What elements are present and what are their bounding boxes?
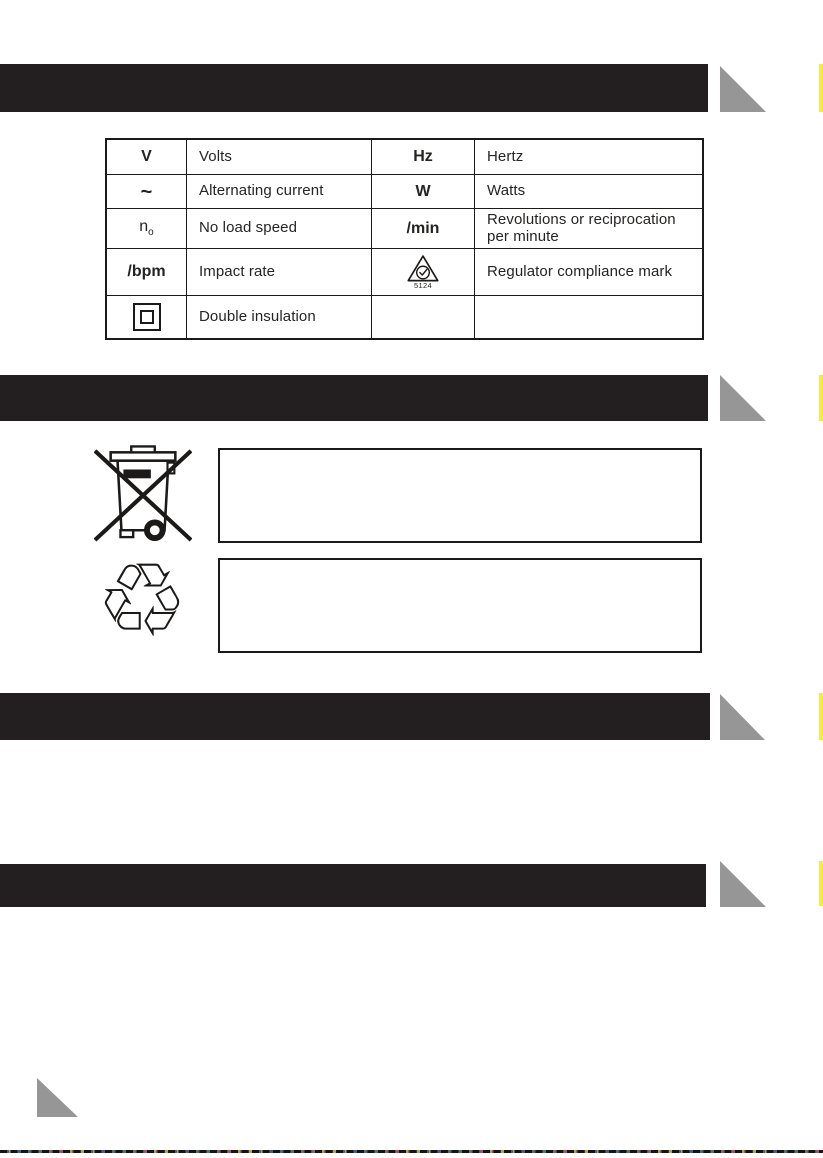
crossed-out-wheeled-bin-icon [94, 444, 192, 542]
rcm-approval-number: 5124 [414, 281, 432, 290]
symbol-no-load-speed: $n_o$ [139, 218, 154, 239]
disposal-notice-box [218, 448, 702, 543]
table-cell-desc: Alternating current [187, 175, 372, 209]
table-cell-symbol [372, 209, 475, 249]
table-cell-desc: Double insulation [187, 296, 372, 338]
table-cell-symbol-empty [372, 296, 475, 338]
page-edge-mark [819, 861, 823, 906]
recycling-notice-box [218, 558, 702, 653]
section-bar-4 [0, 864, 706, 907]
table-cell-desc: Revolutions or reciprocation per minute [475, 209, 702, 249]
table-cell-symbol [107, 209, 187, 249]
table-cell-symbol [372, 175, 475, 209]
table-cell-desc: Watts [475, 175, 702, 209]
table-cell-desc: Hertz [475, 140, 702, 175]
double-insulation-icon [133, 303, 161, 331]
bottom-crop-line [0, 1150, 823, 1153]
section-bar-3 [0, 693, 710, 740]
page-edge-mark [819, 693, 823, 740]
regulatory-compliance-mark-icon [405, 254, 441, 282]
symbol-hertz: Hz [413, 148, 433, 165]
table-cell-symbol: ~ [107, 175, 187, 209]
page-edge-mark [819, 375, 823, 421]
symbols-table [105, 138, 704, 340]
symbol-per-minute: /min [406, 219, 440, 237]
section-bar-symbols [0, 64, 708, 112]
table-cell-desc: Impact rate [187, 249, 372, 296]
page-edge-mark [819, 64, 823, 112]
table-cell-desc: No load speed [187, 209, 372, 249]
table-cell-desc: Regulator compliance mark [475, 249, 702, 296]
table-cell-symbol [107, 296, 187, 338]
table-cell-symbol [107, 140, 187, 175]
table-cell-symbol [372, 140, 475, 175]
corner-triangle-icon [720, 694, 765, 740]
corner-triangle-icon [720, 66, 766, 112]
symbol-watts: W [415, 182, 431, 200]
table-cell-symbol [372, 249, 475, 296]
corner-triangle-icon [37, 1078, 78, 1117]
table-cell-symbol [107, 249, 187, 296]
section-bar-disposal [0, 375, 708, 421]
table-cell-desc-empty [475, 296, 702, 338]
recycling-arrows-icon: ♲ [96, 542, 188, 661]
symbol-volts: V [141, 148, 152, 165]
symbol-impact-rate: /bpm [127, 263, 166, 280]
table-cell-desc: Volts [187, 140, 372, 175]
corner-triangle-icon [720, 375, 766, 421]
corner-triangle-icon [720, 861, 766, 907]
